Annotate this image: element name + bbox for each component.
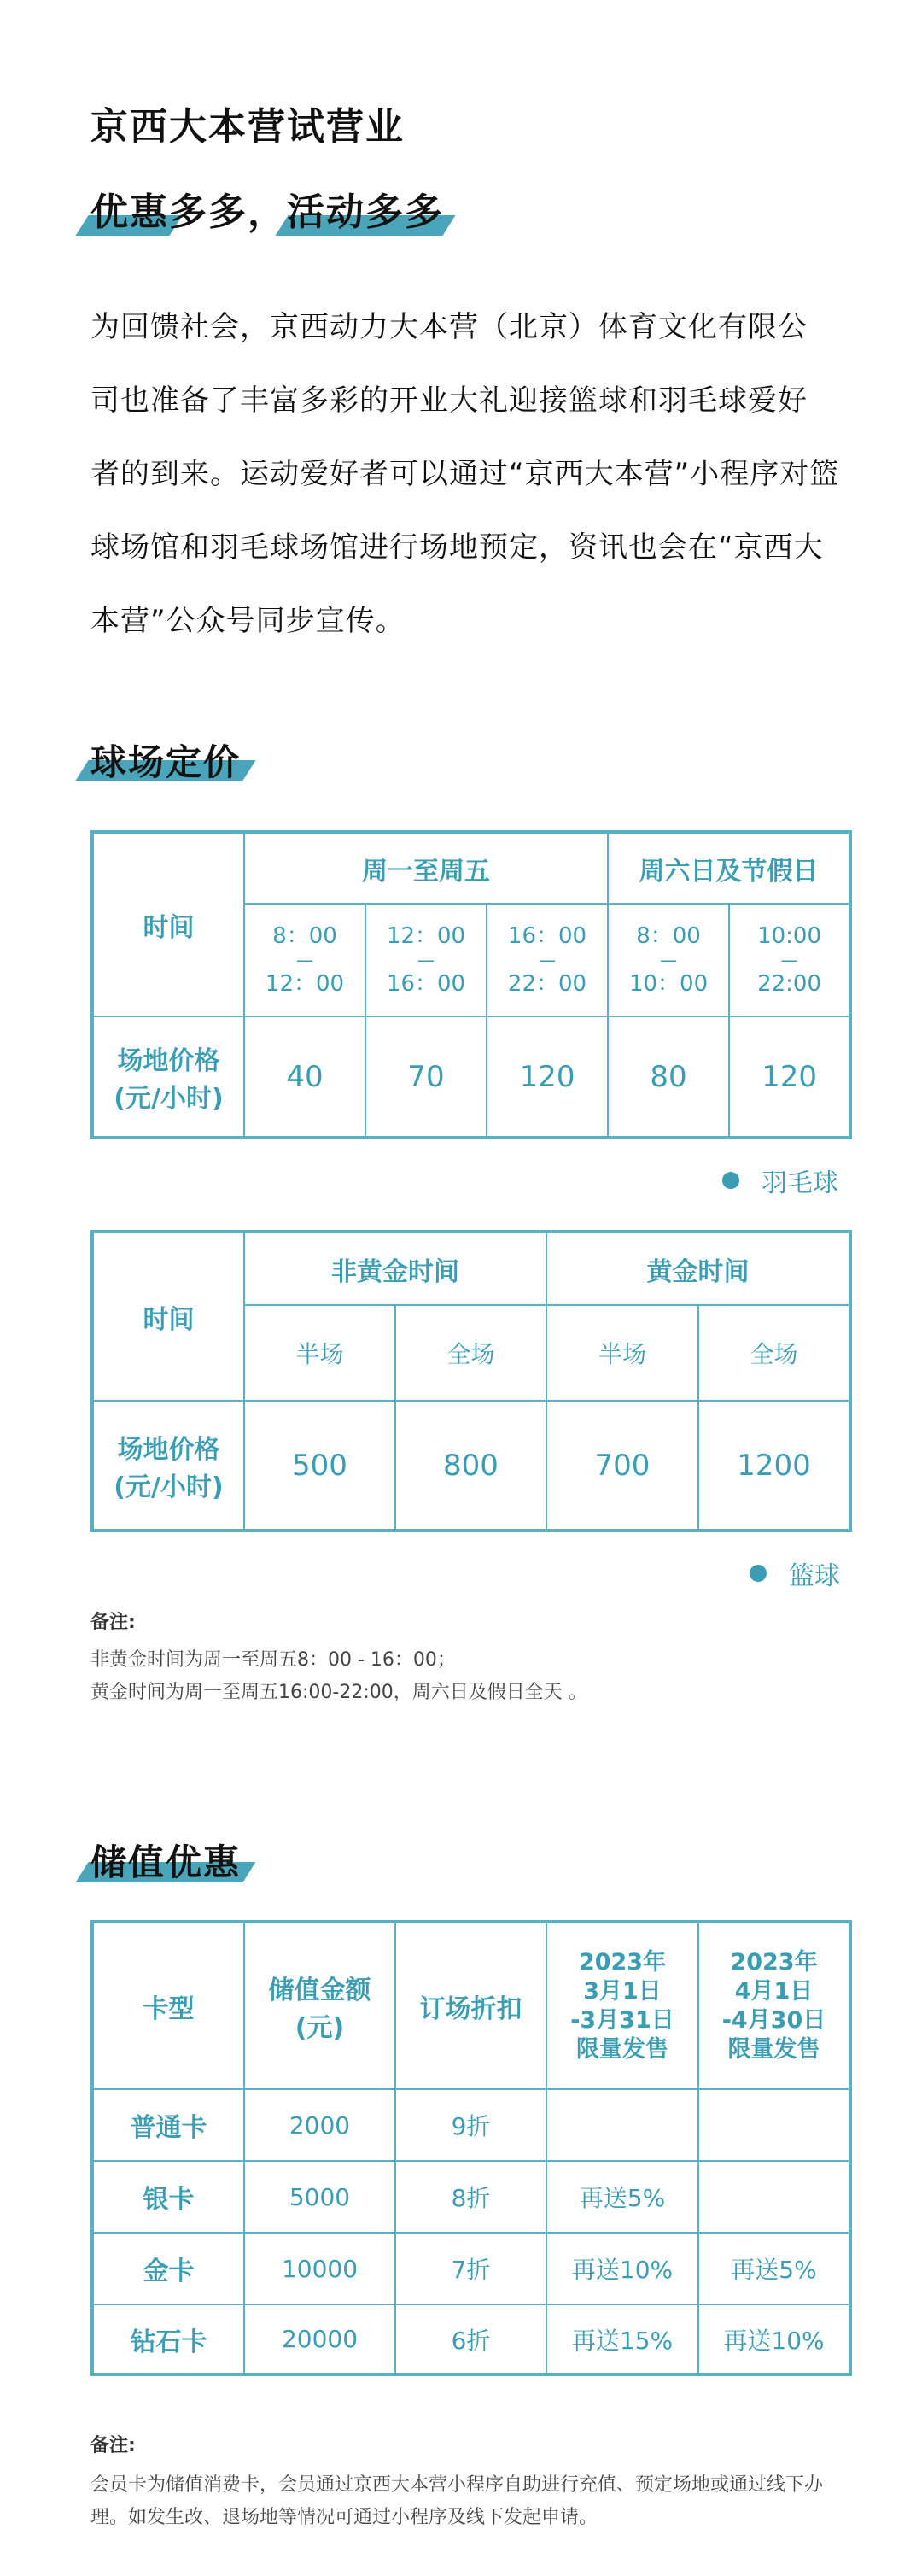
table-row — [92, 2233, 850, 2304]
discount-cell: 8折 — [395, 2161, 546, 2233]
amount-cell: 5000 — [244, 2161, 395, 2233]
amount-header: 储值金额 (元) — [244, 1922, 395, 2089]
price-cell: 120 — [487, 1016, 608, 1138]
legend-dot-icon — [750, 1565, 767, 1582]
promo-cell: 再送10% — [546, 2233, 698, 2304]
page-subtitle: 优惠多多，活动多多 — [90, 190, 444, 234]
promo-cell: 再送10% — [698, 2304, 850, 2374]
badminton-time-header: 时间 — [92, 832, 244, 1016]
time-slot-cell: 16：00 — 22：00 — [487, 904, 608, 1016]
stored-value-note-title: 备注: — [90, 2435, 136, 2456]
promo-cell — [546, 2089, 698, 2161]
badminton-price-header: 场地价格 (元/小时) — [92, 1016, 244, 1138]
full-court-header: 全场 — [698, 1305, 850, 1401]
weekend-group-header: 周六日及节假日 — [608, 832, 850, 904]
badminton-legend — [722, 1162, 838, 1199]
discount-cell: 9折 — [395, 2089, 546, 2161]
basketball-legend — [750, 1554, 840, 1592]
intro-paragraph — [90, 290, 842, 658]
intro-line: 司也准备了丰富多彩的开业大礼迎接篮球和羽毛球爱好 — [90, 383, 808, 418]
pricing-note-title: 备注: — [90, 1612, 136, 1633]
price-cell: 120 — [729, 1016, 850, 1138]
card-type-header: 卡型 — [92, 1922, 244, 2089]
amount-cell: 20000 — [244, 2304, 395, 2374]
promo-cell — [698, 2089, 850, 2161]
card-type-cell: 金卡 — [92, 2233, 244, 2304]
table-row — [92, 2304, 850, 2374]
stored-value-table — [90, 1920, 852, 2376]
pricing-note-line: 黄金时间为周一至周五16:00-22:00，周六日及假日全天 。 — [90, 1682, 587, 1703]
peak-group-header: 黄金时间 — [546, 1232, 850, 1305]
time-slot-cell: 8：00 — 10：00 — [608, 904, 729, 1016]
card-type-cell: 银卡 — [92, 2161, 244, 2233]
promo-cell — [698, 2161, 850, 2233]
price-cell: 40 — [244, 1016, 365, 1138]
basketball-price-table — [90, 1230, 852, 1532]
weekday-group-header: 周一至周五 — [244, 832, 608, 904]
promo-cell: 再送15% — [546, 2304, 698, 2374]
legend-label: 羽毛球 — [762, 1168, 838, 1198]
promo-march-header: 2023年 3月1日 -3月31日 限量发售 — [546, 1922, 698, 2089]
price-cell: 1200 — [698, 1401, 850, 1531]
price-cell: 700 — [546, 1401, 698, 1531]
half-court-header: 半场 — [244, 1305, 395, 1401]
intro-line: 球场馆和羽毛球场馆进行场地预定，资讯也会在“京西大 — [90, 530, 824, 565]
table-row — [92, 2089, 850, 2161]
page-title: 京西大本营试营业 — [90, 105, 405, 149]
price-cell: 800 — [395, 1401, 546, 1531]
price-cell: 500 — [244, 1401, 395, 1531]
time-slot-cell: 10:00 — 22:00 — [729, 904, 850, 1016]
intro-line: 本营”公众号同步宣传。 — [90, 604, 406, 638]
half-court-header: 半场 — [546, 1305, 698, 1401]
stored-value-note-line: 会员卡为储值消费卡，会员通过京西大本营小程序自助进行充值、预定场地或通过线下办 — [90, 2474, 824, 2496]
discount-header: 订场折扣 — [395, 1922, 546, 2089]
offpeak-group-header: 非黄金时间 — [244, 1232, 546, 1305]
table-row — [92, 2161, 850, 2233]
basketball-price-header: 场地价格 (元/小时) — [92, 1401, 244, 1531]
promo-cell: 再送5% — [698, 2233, 850, 2304]
badminton-price-table — [90, 830, 852, 1139]
basketball-time-header: 时间 — [92, 1232, 244, 1401]
intro-line: 者的到来。运动爱好者可以通过“京西大本营”小程序对篮 — [90, 457, 840, 491]
discount-cell: 6折 — [395, 2304, 546, 2374]
legend-label: 篮球 — [789, 1561, 840, 1591]
pricing-section-title: 球场定价 — [90, 741, 242, 783]
legend-dot-icon — [722, 1172, 739, 1189]
card-type-cell: 钻石卡 — [92, 2304, 244, 2374]
price-cell: 80 — [608, 1016, 729, 1138]
card-type-cell: 普通卡 — [92, 2089, 244, 2161]
discount-cell: 7折 — [395, 2233, 546, 2304]
price-cell: 70 — [365, 1016, 487, 1138]
promo-cell: 再送5% — [546, 2161, 698, 2233]
pricing-note-line: 非黄金时间为周一至周五8：00 - 16：00； — [90, 1649, 456, 1671]
amount-cell: 10000 — [244, 2233, 395, 2304]
promo-april-header: 2023年 4月1日 -4月30日 限量发售 — [698, 1922, 850, 2089]
time-slot-cell: 8：00 — 12：00 — [244, 904, 365, 1016]
amount-cell: 2000 — [244, 2089, 395, 2161]
stored-value-note-line: 理。如发生改、退场地等情况可通过小程序及线下发起申请。 — [90, 2507, 598, 2528]
full-court-header: 全场 — [395, 1305, 546, 1401]
intro-line: 为回馈社会，京西动力大本营（北京）体育文化有限公 — [90, 310, 808, 344]
stored-value-section-title: 储值优惠 — [90, 1841, 242, 1883]
time-slot-cell: 12：00 — 16：00 — [365, 904, 487, 1016]
